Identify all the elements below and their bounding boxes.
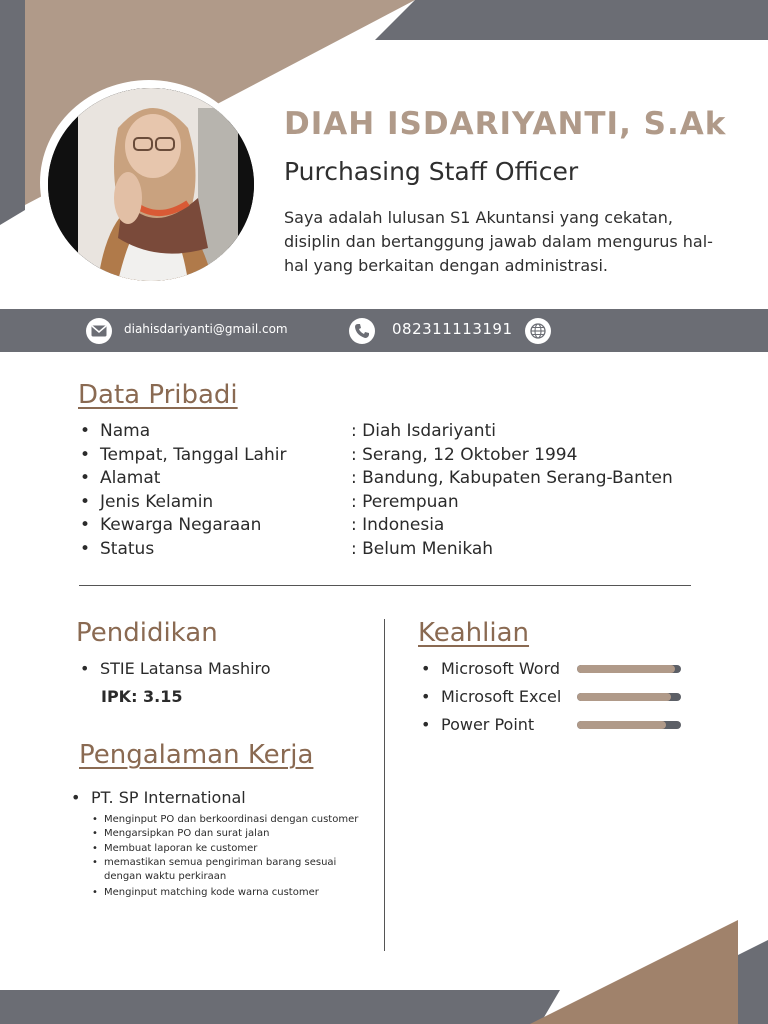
contact-phone[interactable]: 082311113191 (392, 320, 513, 338)
mail-icon (86, 318, 112, 344)
personal-value-address: : Bandung, Kabupaten Serang-Banten (351, 468, 673, 488)
section-divider (79, 585, 691, 586)
education-heading: Pendidikan (76, 618, 218, 648)
skill-label-word: • Microsoft Word (441, 659, 560, 678)
candidate-name: DIAH ISDARIYANTI, S.Ak (284, 106, 727, 142)
personal-label-address: • Alamat (100, 468, 160, 488)
skill-fill (577, 721, 666, 729)
personal-value-status: : Belum Menikah (351, 539, 494, 559)
personal-label-status: • Status (100, 539, 154, 559)
experience-heading: Pengalaman Kerja (79, 740, 314, 770)
task-bullet: • (92, 887, 98, 898)
task-item: Mengarsipkan PO dan surat jalan (104, 828, 270, 839)
skill-fill (577, 693, 671, 701)
profile-summary: Saya adalah lulusan S1 Akuntansi yang cekatan, disiplin dan bertanggung jawab dalam mengurus hal-hal yang berkaitan dengan administrasi. (284, 208, 713, 275)
task-item: memastikan semua pengiriman barang sesuai dengan waktu perkiraan (104, 857, 337, 882)
skill-fill (577, 665, 675, 673)
job-title: Purchasing Staff Officer (284, 157, 579, 186)
task-bullet: • (92, 857, 98, 868)
skill-label-excel: • Microsoft Excel (441, 687, 561, 706)
avatar (48, 88, 254, 281)
personal-label-name: • Nama (100, 421, 150, 441)
contact-email[interactable]: diahisdariyanti@gmail.com (124, 322, 288, 336)
skills-heading: Keahlian (418, 618, 530, 648)
task-bullet: • (92, 843, 98, 854)
personal-value-gender: : Perempuan (351, 492, 459, 512)
education-gpa: IPK: 3.15 (101, 687, 183, 706)
skill-bar-powerpoint (577, 721, 681, 729)
task-item: Membuat laporan ke customer (104, 843, 258, 854)
task-item: Menginput matching kode warna customer (104, 887, 319, 898)
personal-value-name: : Diah Isdariyanti (351, 421, 496, 441)
contact-bar (0, 309, 768, 352)
personal-value-birth: : Serang, 12 Oktober 1994 (351, 445, 578, 465)
education-school: • STIE Latansa Mashiro (100, 659, 271, 678)
task-item: Menginput PO dan berkoordinasi dengan customer (104, 814, 359, 825)
personal-label-birth: • Tempat, Tanggal Lahir (100, 445, 286, 465)
skill-bar-excel (577, 693, 681, 701)
personal-label-gender: • Jenis Kelamin (100, 492, 213, 512)
skill-bar-word (577, 665, 681, 673)
task-bullet: • (92, 828, 98, 839)
profile-photo (48, 88, 254, 281)
personal-data-heading: Data Pribadi (78, 380, 238, 410)
personal-label-nationality: • Kewarga Negaraan (100, 515, 261, 535)
column-divider (384, 619, 385, 951)
task-bullet: • (92, 814, 98, 825)
personal-value-nationality: : Indonesia (351, 515, 445, 535)
skill-label-powerpoint: • Power Point (441, 715, 534, 734)
globe-icon[interactable] (525, 318, 551, 344)
phone-icon (349, 318, 375, 344)
experience-company: • PT. SP International (91, 788, 246, 807)
